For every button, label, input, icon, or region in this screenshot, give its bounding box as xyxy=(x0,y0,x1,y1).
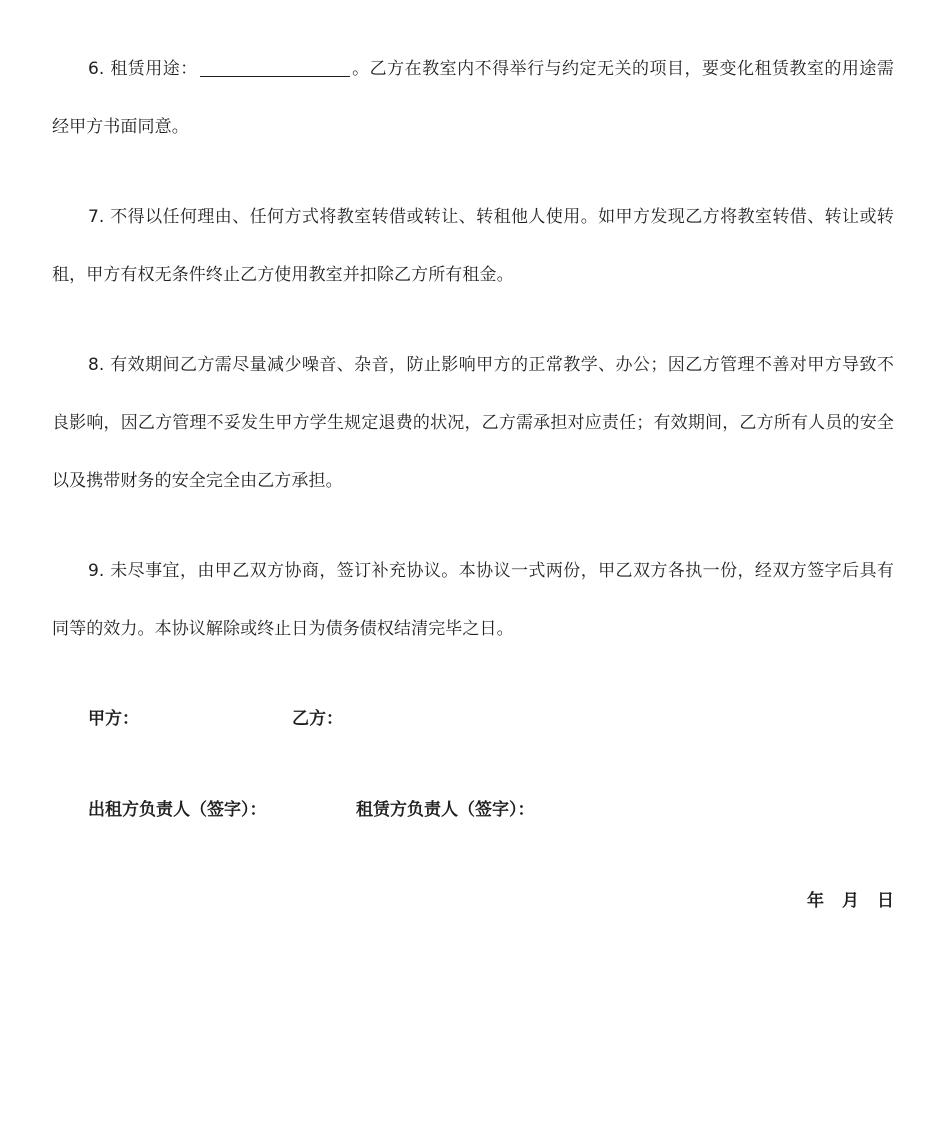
clause-6 xyxy=(52,40,894,156)
rental-purpose-blank xyxy=(200,58,350,77)
clause-6-suffix: 。乙方在教室内不得举行与约定无关的项目，要变化租赁教室的用途需经甲方书面同意。 xyxy=(52,59,894,137)
clause-6-prefix: 6. 租赁用途： xyxy=(88,59,198,79)
date-line xyxy=(807,889,894,913)
party-a-label: 甲方： xyxy=(88,709,139,729)
party-b-label: 乙方： xyxy=(292,709,343,729)
lessor-signature-label: 出租方负责人（签字）： xyxy=(88,800,267,820)
lessee-signature-label: 租赁方负责人（签字）： xyxy=(356,800,535,820)
clause-8: 8. 有效期间乙方需尽量减少噪音、杂音，防止影响甲方的正常教学、办公；因乙方管理不善对甲方导致不良影响，因乙方管理不妥发生甲方学生规定退费的状况，乙方需承担对应责任；有效期间，乙方所有人员的安全以及携带财务的安全完全由乙方承担。 xyxy=(52,355,894,491)
clause-7: 7. 不得以任何理由、任何方式将教室转借或转让、转租他人使用。如甲方发现乙方将教室转借、转让或转租，甲方有权无条件终止乙方使用教室并扣除乙方所有租金。 xyxy=(52,207,894,285)
clause-9: 9. 未尽事宜，由甲乙双方协商，签订补充协议。本协议一式两份，甲乙双方各执一份，经双方签字后具有同等的效力。本协议解除或终止日为债务债权结清完毕之日。 xyxy=(52,561,894,639)
date-year: 年 xyxy=(807,891,824,911)
date-day: 日 xyxy=(877,891,894,911)
date-month: 月 xyxy=(842,891,859,911)
